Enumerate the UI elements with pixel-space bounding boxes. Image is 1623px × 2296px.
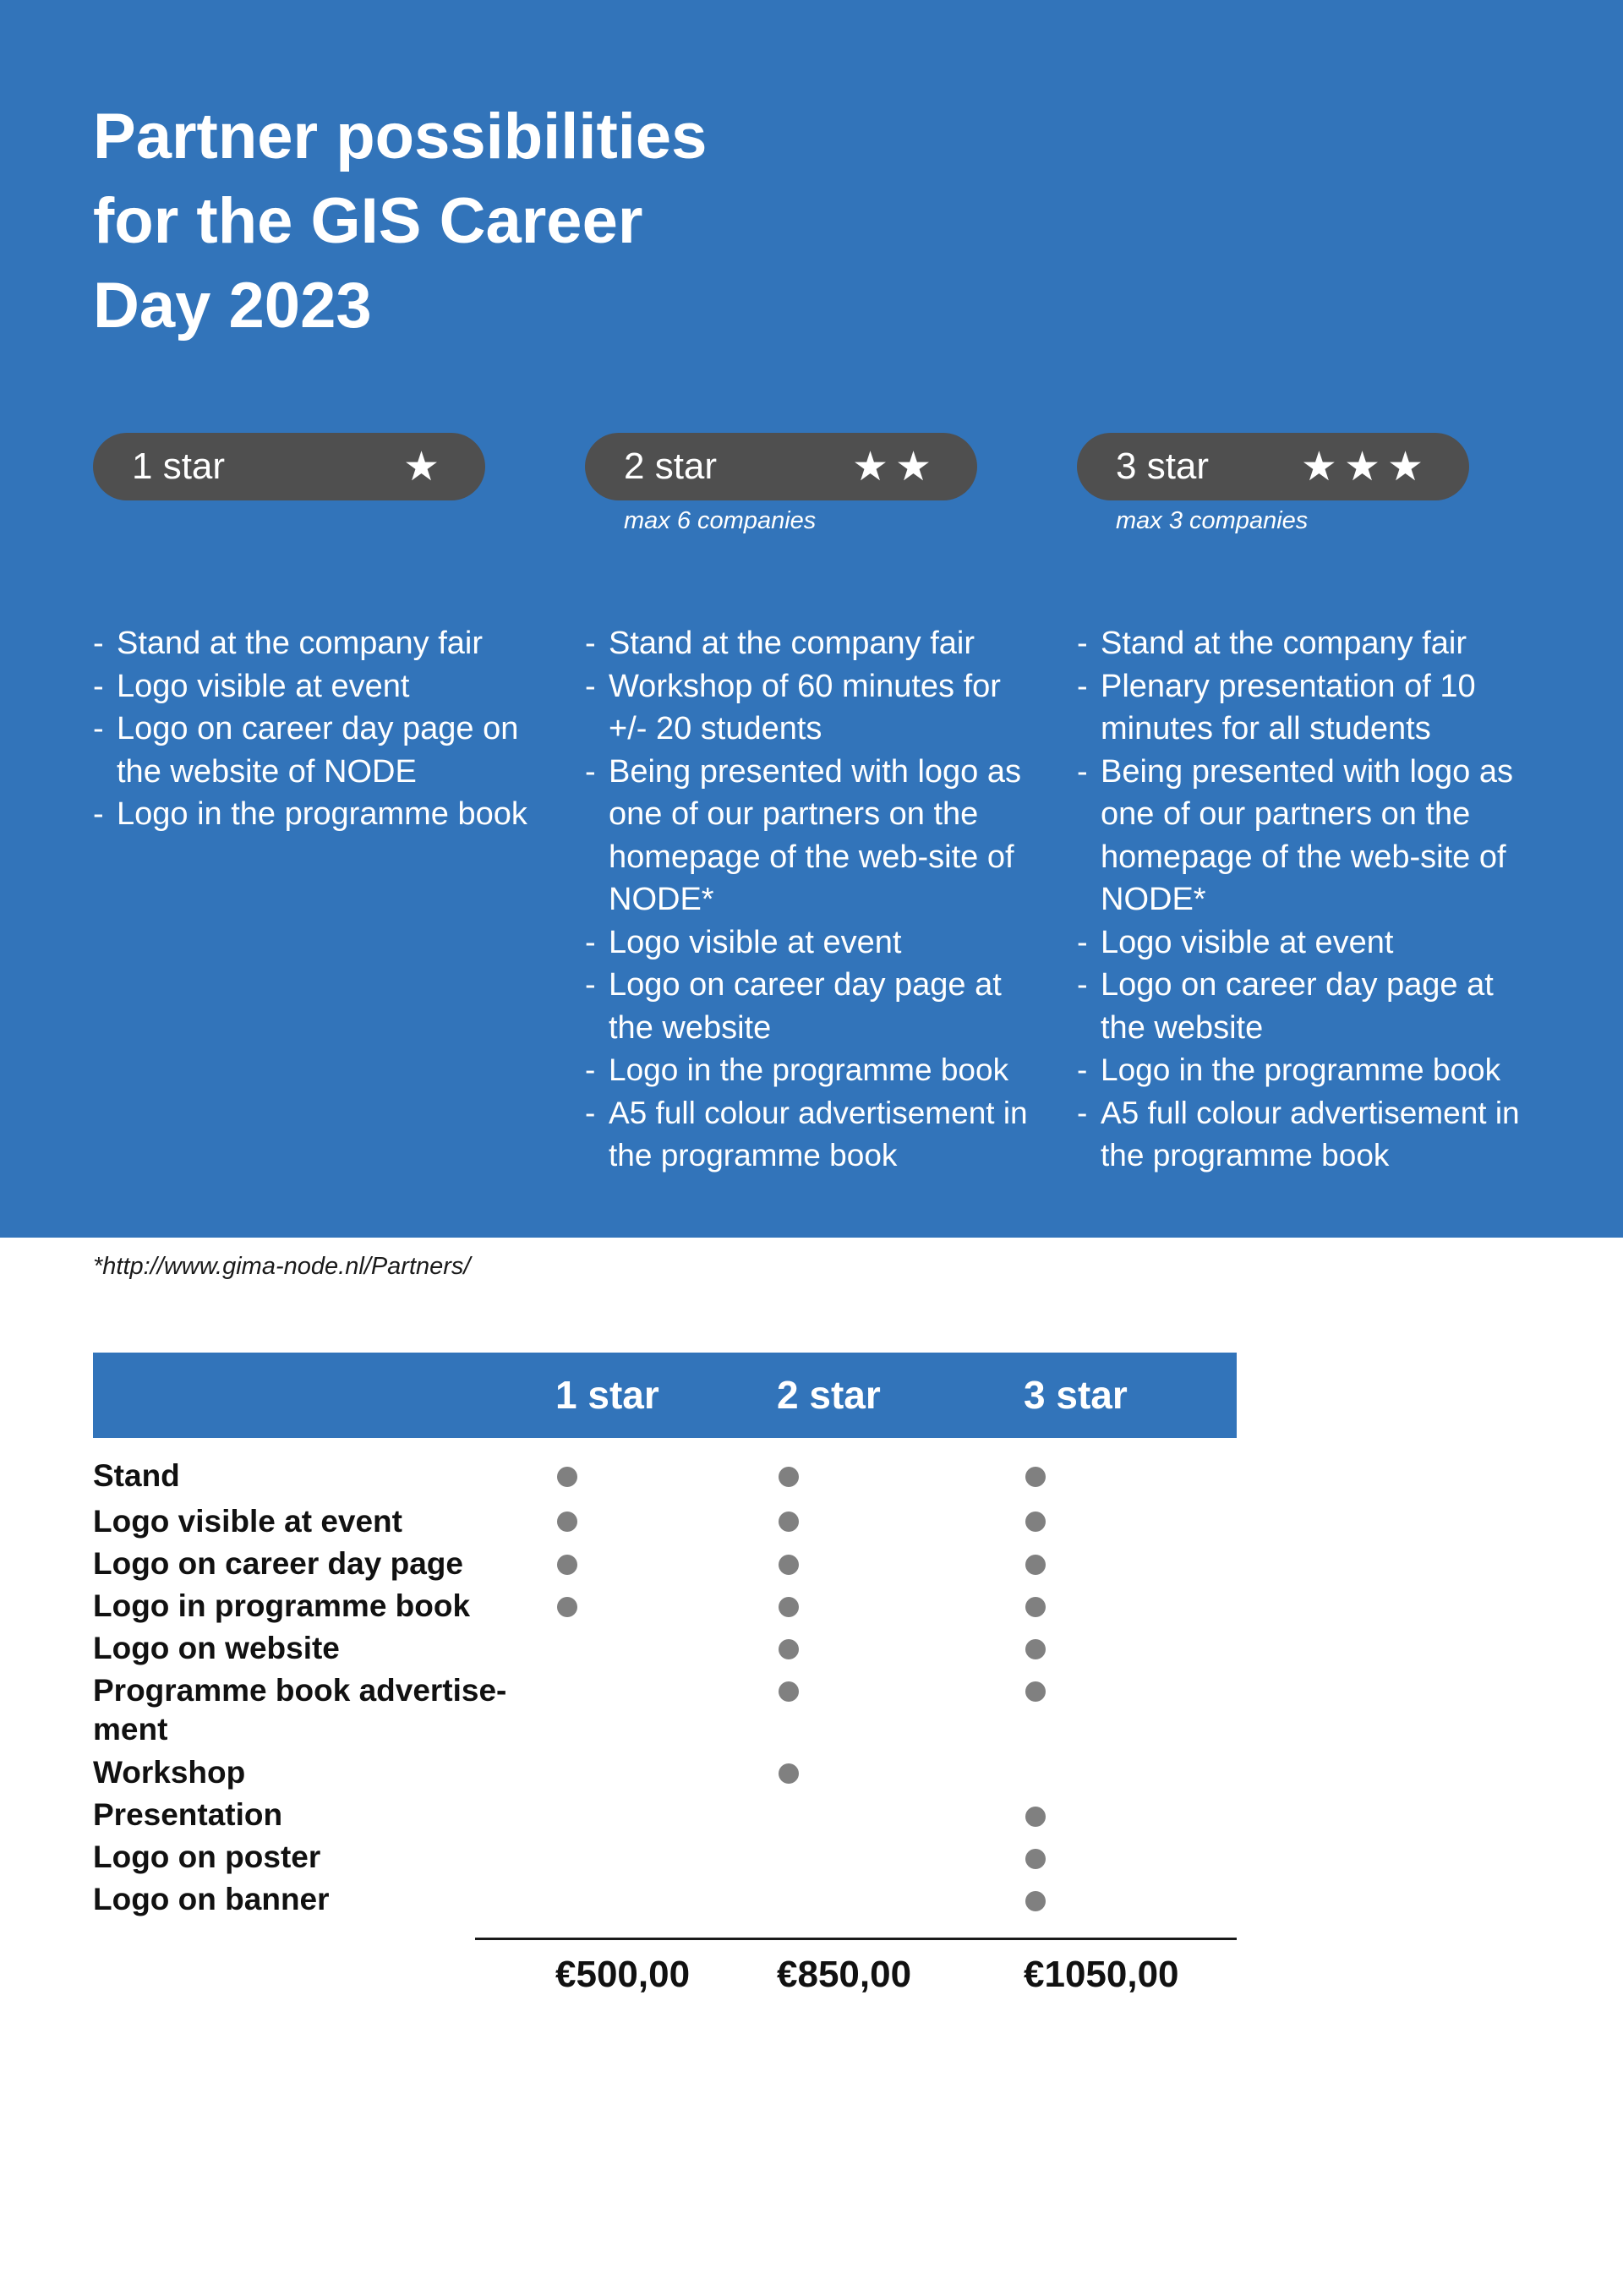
price-3-star: €1050,00 bbox=[1024, 1954, 1179, 1995]
included-dot-icon bbox=[1025, 1597, 1046, 1617]
feature-item: - Plenary presentation of 10 minutes for all students bbox=[1077, 665, 1523, 751]
tier-2-feature-list bbox=[585, 622, 1058, 1178]
included-dot-icon bbox=[557, 1467, 577, 1487]
tier-3-feature-list bbox=[1077, 622, 1550, 1178]
title-line: Partner possibilities bbox=[93, 101, 708, 172]
page-title bbox=[93, 95, 707, 348]
feature-item: - Stand at the company fair bbox=[1077, 622, 1550, 665]
row-label-logo-poster: Logo on poster bbox=[93, 1840, 321, 1874]
included-dot-icon bbox=[779, 1639, 799, 1659]
included-dot-icon bbox=[1025, 1849, 1046, 1869]
feature-item: - Stand at the company fair bbox=[93, 622, 566, 665]
star-icon: ★★ bbox=[851, 445, 938, 489]
row-label-presentation: Presentation bbox=[93, 1797, 283, 1832]
price-2-star: €850,00 bbox=[777, 1954, 912, 1995]
included-dot-icon bbox=[779, 1555, 799, 1575]
tier-label: 2 star bbox=[624, 446, 718, 487]
included-dot-icon bbox=[1025, 1681, 1046, 1702]
price-1-star: €500,00 bbox=[555, 1954, 691, 1995]
tier-label: 3 star bbox=[1116, 446, 1210, 487]
included-dot-icon bbox=[1025, 1512, 1046, 1532]
title-line: for the GIS Career bbox=[93, 185, 643, 257]
feature-item: - Logo in the programme book bbox=[1077, 1049, 1550, 1092]
tier-3-note: max 3 companies bbox=[1116, 507, 1309, 534]
included-dot-icon bbox=[779, 1512, 799, 1532]
included-dot-icon bbox=[1025, 1555, 1046, 1575]
row-label-logo-visible: Logo visible at event bbox=[93, 1504, 402, 1539]
feature-item: - Logo on career day page on the website of NODE bbox=[93, 708, 531, 793]
row-label-logo-programme-book: Logo in programme book bbox=[93, 1588, 471, 1623]
included-dot-icon bbox=[557, 1597, 577, 1617]
feature-item: - Stand at the company fair bbox=[585, 622, 1058, 665]
tier-2-note: max 6 companies bbox=[624, 507, 817, 534]
included-dot-icon bbox=[1025, 1639, 1046, 1659]
included-dot-icon bbox=[779, 1763, 799, 1784]
tier-pill-2-star bbox=[585, 433, 977, 500]
feature-item: - Being presented with logo as one of our partners on the homepage of the web-site of NODE* bbox=[585, 751, 1058, 921]
included-dot-icon bbox=[779, 1597, 799, 1617]
star-icon: ★ bbox=[402, 445, 446, 489]
included-dot-icon bbox=[1025, 1807, 1046, 1827]
tier-label: 1 star bbox=[132, 446, 226, 487]
feature-item: - Logo visible at event bbox=[1077, 921, 1550, 965]
feature-item: - Logo visible at event bbox=[93, 665, 566, 708]
row-label-stand: Stand bbox=[93, 1458, 180, 1493]
column-header-1-star: 1 star bbox=[555, 1373, 659, 1417]
row-label-logo-website: Logo on website bbox=[93, 1631, 340, 1665]
feature-item: - Logo visible at event bbox=[585, 921, 1058, 965]
feature-item: - A5 full colour advertisement in the programme book bbox=[585, 1092, 1048, 1178]
tier-pill-1-star bbox=[93, 433, 485, 500]
feature-item: - Workshop of 60 minutes for +/- 20 students bbox=[585, 665, 1014, 751]
included-dot-icon bbox=[557, 1555, 577, 1575]
included-dot-icon bbox=[1025, 1467, 1046, 1487]
feature-item: - Being presented with logo as one of our partners on the homepage of the web-site of NODE* bbox=[1077, 751, 1550, 921]
row-label-logo-career-page: Logo on career day page bbox=[93, 1546, 463, 1581]
tier-1-feature-list bbox=[93, 622, 566, 836]
column-header-2-star: 2 star bbox=[777, 1373, 881, 1417]
row-label-programme-book-ad: Programme book advertise-ment bbox=[93, 1673, 507, 1747]
title-line: Day 2023 bbox=[93, 270, 372, 342]
included-dot-icon bbox=[779, 1681, 799, 1702]
star-icon: ★★★ bbox=[1300, 445, 1430, 489]
row-label-workshop: Workshop bbox=[93, 1755, 246, 1790]
column-header-3-star: 3 star bbox=[1024, 1373, 1128, 1417]
included-dot-icon bbox=[779, 1467, 799, 1487]
feature-item: - Logo in the programme book bbox=[93, 793, 531, 836]
included-dot-icon bbox=[1025, 1891, 1046, 1911]
feature-item: - A5 full colour advertisement in the programme book bbox=[1077, 1092, 1540, 1178]
tier-pill-3-star bbox=[1077, 433, 1469, 500]
total-divider bbox=[475, 1938, 1237, 1940]
feature-item: - Logo in the programme book bbox=[585, 1049, 1058, 1092]
feature-item: - Logo on career day page at the website bbox=[585, 964, 1014, 1049]
row-label-logo-banner: Logo on banner bbox=[93, 1882, 330, 1916]
footnote: *http://www.gima-node.nl/Partners/ bbox=[93, 1253, 471, 1280]
feature-item: - Logo on career day page at the website bbox=[1077, 964, 1506, 1049]
included-dot-icon bbox=[557, 1512, 577, 1532]
